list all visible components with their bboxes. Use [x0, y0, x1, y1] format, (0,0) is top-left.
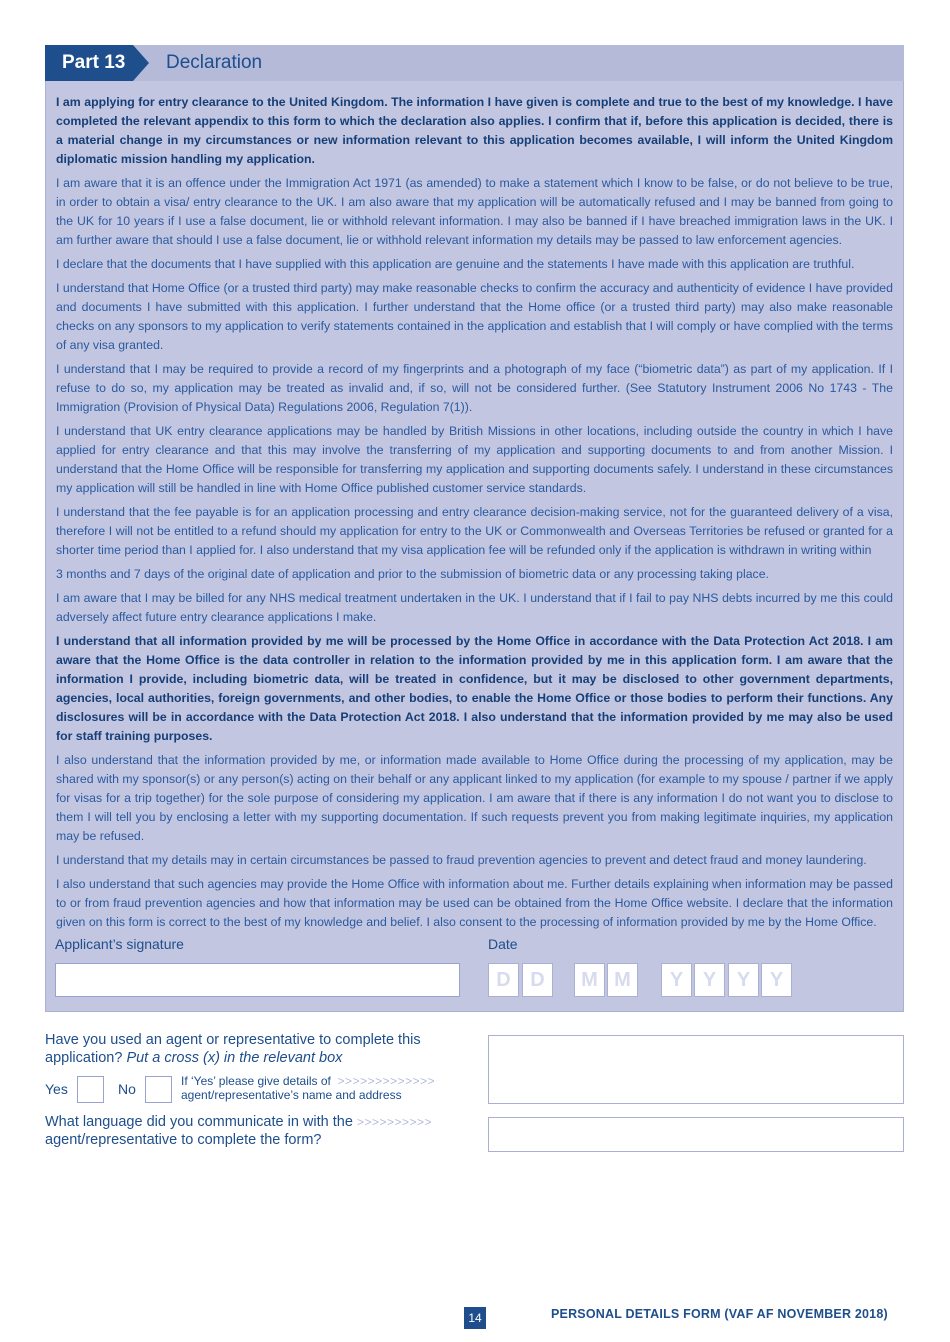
section-title: Declaration	[166, 52, 263, 73]
date-month-box-1[interactable]: M	[574, 963, 605, 997]
yes-checkbox[interactable]	[77, 1076, 104, 1103]
declaration-paragraph: I also understand that the information provided by me, or information made available to Home Office during the processing of my application, may be shared with my sponsor(s) or any person(s) acting on their behalf or any applicant linked to my application (for example to my spouse / partner if we apply for visas for a trip together) for the sole purpose of considering my application. I am aware that if there is any information I do not want you to disclose to them I will tell you by enclosing a letter with my supporting documentation. If such requests prevent you from making legitimate inquiries, my application may be refused.	[56, 753, 893, 843]
no-checkbox[interactable]	[145, 1076, 172, 1103]
declaration-paragraph: I understand that I may be required to provide a record of my fingerprints and a photograph of my face (“biometric data”) as part of my application. If I refuse to do so, my application may be treated as invalid and, if so, will not be considered further. (See Statutory Instrument 2006 No 1743 - The Immigration (Provision of Physical Data) Regulations 2006, Regulation 7(1)).	[56, 362, 893, 414]
language-pointer-arrows: >>>>>>>>>>	[356, 1115, 433, 1129]
declaration-paragraph: I understand that all information provided by me will be processed by the Home Office in accordance with the Data Protection Act 2018. I am aware that the Home Office is the data controller in relation to the information provided by me in this application form. I am aware that the information I provide, including biometric data, will be treated in confidence, but it may be disclosed to other government departments, agencies, local authorities, foreign governments, and other bodies, to enable the Home Office or those bodies to perform their functions. Any disclosures will be in accordance with the Data Protection Act 2018. I also understand that the information provided by me may also be used for staff training purposes.	[56, 634, 893, 743]
agent-question	[45, 1031, 465, 1067]
agent-details-text-2: agent/representative’s name and address	[181, 1088, 402, 1102]
declaration-paragraph: I am aware that I may be billed for any NHS medical treatment undertaken in the UK. I understand that if I fail to pay NHS debts incurred by me this could adversely affect future entry clearance applications I make.	[56, 591, 893, 624]
declaration-paragraph: I also understand that such agencies may provide the Home Office with information about me. Further details explaining when information may be passed to or from fraud prevention agencies and how that information may be used can be obtained from the Home Office website. I declare that the information given on this form is correct to the best of my knowledge and belief. I also consent to the processing of information provided by me by the Home Office.	[56, 877, 893, 929]
declaration-paragraph: I understand that Home Office (or a trusted third party) may make reasonable checks to confirm the accuracy and authenticity of evidence I have provided and documents I have submitted with this application. I further understand that the Home office (or a trusted third party) may also make reasonable checks on any sponsors to my application to verify statements contained in the application and establish that I will comply or have complied with the terms of any visa granted.	[56, 281, 893, 352]
part-arrow-shape	[133, 45, 149, 81]
form-title-footer: PERSONAL DETAILS FORM (VAF AF NOVEMBER 2018)	[551, 1307, 888, 1321]
date-label: Date	[488, 936, 518, 952]
part-label: Part 13	[45, 45, 133, 81]
declaration-paragraph: I understand that my details may in certain circumstances be passed to fraud prevention agencies to prevent and detect fraud and money laundering.	[56, 853, 867, 867]
declaration-paragraph: I declare that the documents that I have supplied with this application are genuine and the statements I have made with this application are truthful.	[56, 257, 855, 271]
agent-question-hint: Put a cross (x) in the relevant box	[126, 1050, 343, 1066]
signature-field[interactable]	[55, 963, 460, 997]
yes-label: Yes	[45, 1081, 68, 1097]
declaration-text	[56, 93, 893, 937]
declaration-paragraph: 3 months and 7 days of the original date of application and prior to the submission of biometric data or any processing taking place.	[56, 567, 769, 581]
date-day-box-1[interactable]: D	[488, 963, 519, 997]
date-year-box-3[interactable]: Y	[728, 963, 759, 997]
date-year-box-4[interactable]: Y	[761, 963, 792, 997]
agent-details-text: If ‘Yes’ please give details of	[181, 1074, 331, 1088]
agent-details-field[interactable]	[488, 1035, 904, 1104]
date-month-box-2[interactable]: M	[607, 963, 638, 997]
date-year-box-2[interactable]: Y	[694, 963, 725, 997]
page-number: 14	[464, 1307, 486, 1329]
pointer-arrows: >>>>>>>>>>>>>	[337, 1074, 436, 1088]
declaration-paragraph: I am applying for entry clearance to the United Kingdom. The information I have given is complete and true to the best of my knowledge. I have completed the relevant appendix to this form to which the declaration also applies. I confirm that if, before this application is decided, there is a material change in my circumstances or new information relevant to this application becomes available, I will inform the United Kingdom diplomatic mission handling my application.	[56, 95, 893, 166]
date-year-box-1[interactable]: Y	[661, 963, 692, 997]
language-question-text-2: agent/representative to complete the form?	[45, 1132, 322, 1148]
declaration-paragraph: I understand that UK entry clearance applications may be handled by British Missions in other locations, including outside the country in which I have applied for entry clearance and that this may involve the transferring of my application and supporting documents to and from another Mission. I understand that the Home Office will be responsible for transferring my application and supporting documents safely. I understand in these circumstances my application will still be handled in line with Home Office published customer service standards.	[56, 424, 893, 495]
signature-label: Applicant’s signature	[55, 936, 184, 952]
language-question-text: What language did you communicate in with the	[45, 1114, 353, 1130]
language-field[interactable]	[488, 1117, 904, 1152]
no-label: No	[118, 1081, 136, 1097]
date-day-box-2[interactable]: D	[522, 963, 553, 997]
agent-question-text: Have you used an agent or representative to complete this application?	[45, 1032, 421, 1066]
language-question	[45, 1113, 465, 1149]
declaration-paragraph: I understand that the fee payable is for an application processing and entry clearance decision-making service, not for the guaranteed delivery of a visa, therefore I will not be entitled to a refund should my application for entry to the UK or Commonwealth and Overseas Territories be refused or granted for a shorter time period than I applied for. I also understand that my visa application fee will be refunded only if the application is withdrawn in writing within	[56, 505, 893, 557]
declaration-paragraph: I am aware that it is an offence under the Immigration Act 1971 (as amended) to make a statement which I know to be false, or do not believe to be true, in order to obtain a visa/ entry clearance to the UK. I am also aware that my application will be automatically refused and I may be banned from going to the UK for 10 years if I use a false document, lie or withhold relevant information. I may also be banned if I have breached immigration laws in the UK. I am further aware that should I use a false document, lie or withhold relevant information my details may be passed to law enforcement agencies.	[56, 176, 893, 247]
agent-details-hint	[181, 1074, 435, 1102]
